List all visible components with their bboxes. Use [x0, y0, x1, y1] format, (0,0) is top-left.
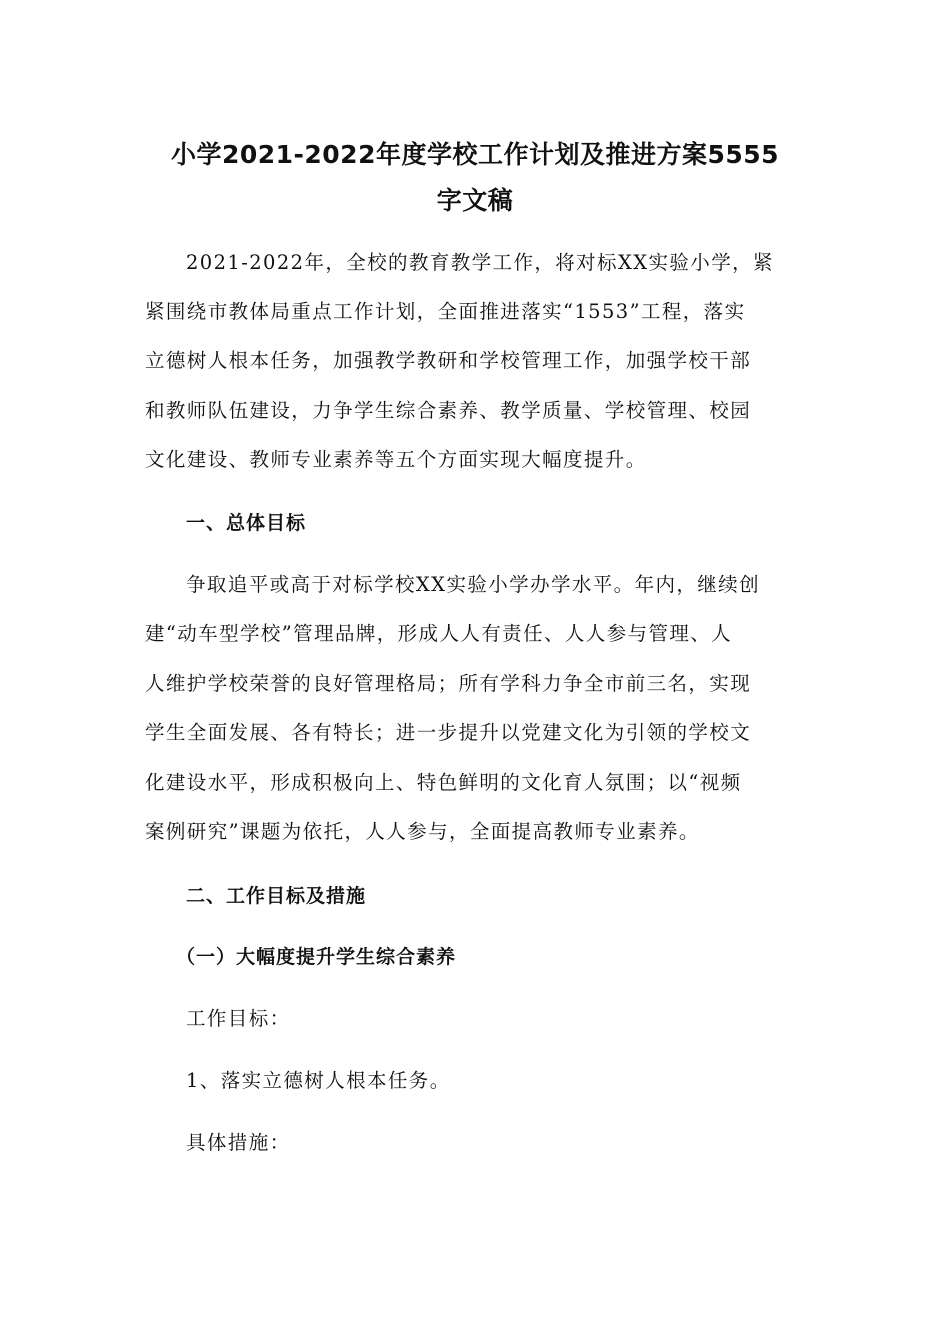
section1-line-4: 学生全面发展、各有特长；进一步提升以党建文化为引领的学校文	[145, 721, 752, 744]
title-line-1: 小学2021-2022年度学校工作计划及推进方案5555	[170, 140, 780, 169]
section-heading-overall-goal: 一、总体目标	[186, 512, 307, 534]
intro-line-4: 和教师队伍建设，力争学生综合素养、教学质量、学校管理、校园	[145, 399, 752, 422]
section1-line-5: 化建设水平，形成积极向上、特色鲜明的文化育人氛围；以“视频	[145, 771, 742, 794]
section1-line-6: 案例研究”课题为依托，人人参与，全面提高教师专业素养。	[145, 820, 700, 843]
intro-line-3: 立德树人根本任务，加强教学教研和学校管理工作，加强学校干部	[145, 349, 752, 372]
section1-line-1: 争取追平或高于对标学校XX实验小学办学水平。年内，继续创	[186, 573, 760, 596]
section1-line-2: 建“动车型学校”管理品牌，形成人人有责任、人人参与管理、人	[145, 622, 733, 645]
intro-line-2: 紧围绕市教体局重点工作计划，全面推进落实“1553”工程，落实	[145, 300, 746, 323]
section-heading-work-goals: 二、工作目标及措施	[186, 885, 367, 907]
subsection-heading-student-literacy: （一）大幅度提升学生综合素养	[176, 946, 457, 968]
title-line-2: 字文稿	[436, 186, 514, 215]
measures-label: 具体措施：	[186, 1131, 291, 1154]
intro-line-1: 2021-2022年，全校的教育教学工作，将对标XX实验小学，紧	[186, 251, 774, 274]
section1-line-3: 人维护学校荣誉的良好管理格局；所有学科力争全市前三名，实现	[145, 672, 752, 695]
goal-item-1: 1、落实立德树人根本任务。	[186, 1069, 451, 1092]
document-title	[120, 132, 830, 224]
intro-line-5: 文化建设、教师专业素养等五个方面实现大幅度提升。	[145, 448, 647, 471]
work-goal-label: 工作目标：	[186, 1007, 291, 1030]
